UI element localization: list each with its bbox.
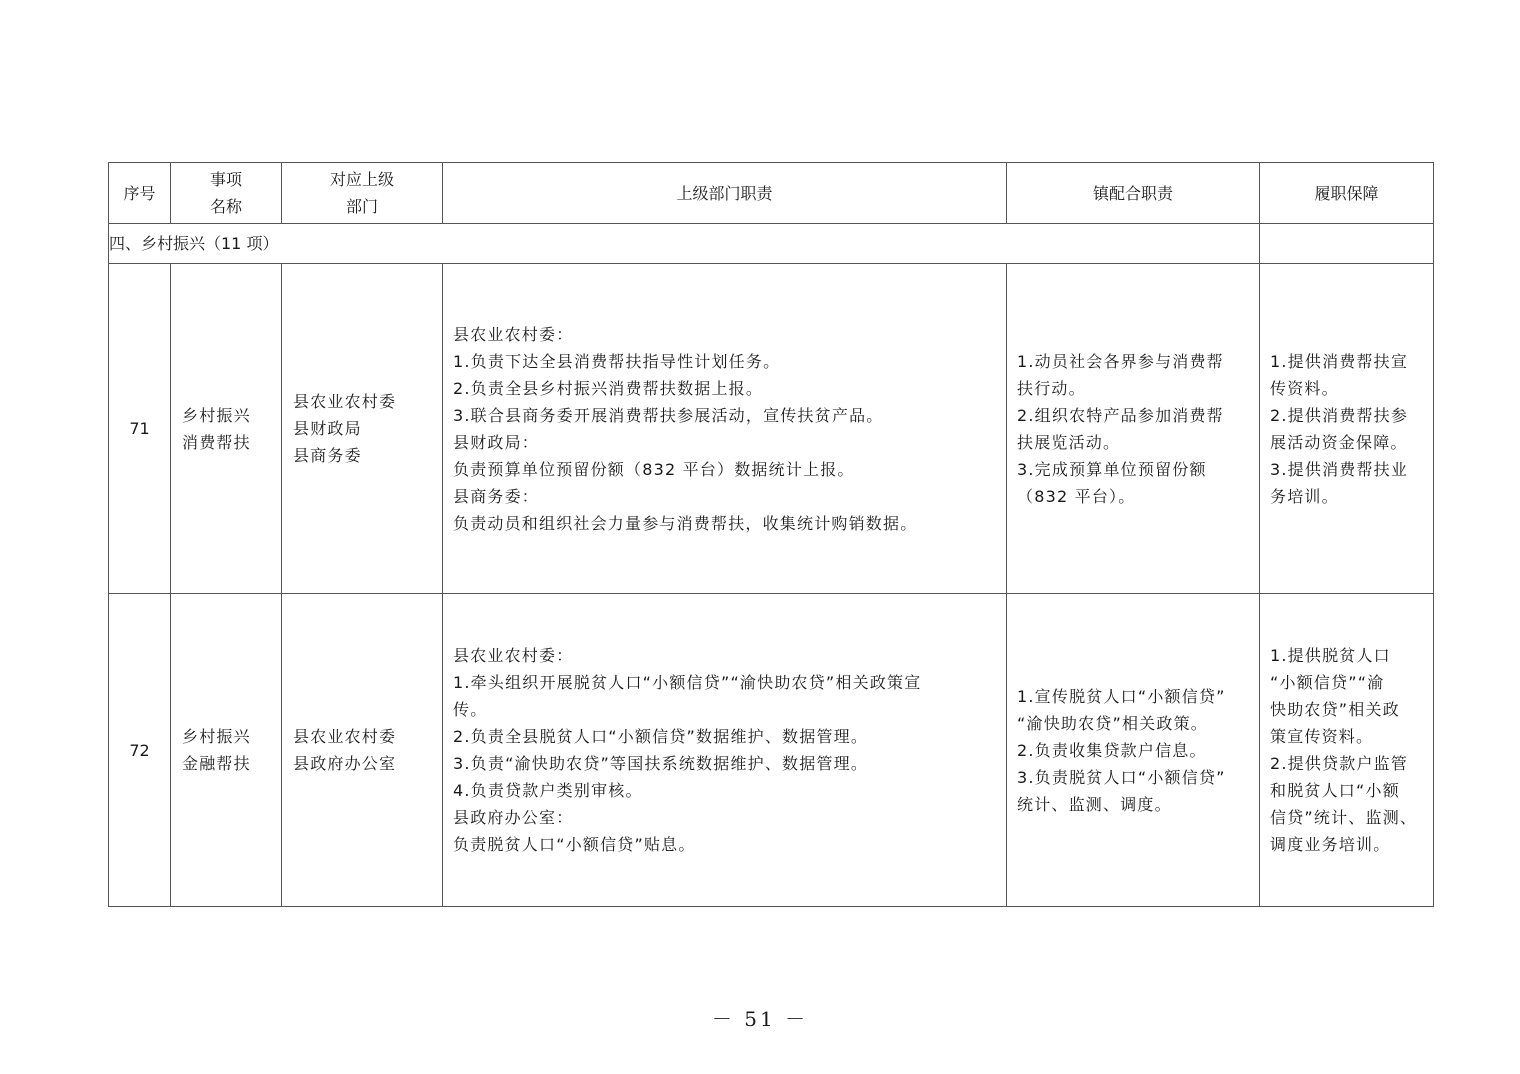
text-line: 传。 [453,700,488,719]
text-line: 1.动员社会各界参与消费帮 [1017,351,1224,371]
page-number: － 51 － [711,1007,809,1031]
text-line: 负责动员和组织社会力量参与消费帮扶，收集统计购销数据。 [453,513,918,533]
text-line: 消费帮扶 [182,432,251,452]
text-line: 乡村振兴 [182,727,251,746]
text-line: 务培训。 [1270,486,1339,506]
header-item-name: 事项 名称 [171,163,282,224]
text-line: 1.提供消费帮扶宣 [1270,351,1409,371]
header-upper-duty: 上级部门职责 [443,163,1007,224]
text-line: 2.负责全县乡村振兴消费帮扶数据上报。 [453,378,764,398]
text-line: 乡村振兴 [182,405,251,425]
text-line: 1.宣传脱贫人口“小额信贷” [1017,686,1226,706]
table-row [109,264,1434,594]
text-line: 3.完成预算单位预留份额 [1017,459,1207,479]
text-line: 县政府办公室 [293,754,397,773]
text-line: 负责预算单位预留份额（832 平台）数据统计上报。 [453,459,855,479]
text-line: 扶行动。 [1017,378,1086,398]
text-line: 策宣传资料。 [1270,727,1374,746]
row-seq: 71 [109,264,171,594]
header-upper-dept: 对应上级 部门 [282,163,443,224]
text-line: 3.提供消费帮扶业 [1270,459,1409,479]
text-line: 县农业农村委 [293,727,397,746]
table-row [109,594,1434,907]
text-line: 县商务委： [453,486,540,506]
header-seq: 序号 [109,163,171,224]
text-line: 4.负责贷款户类别审核。 [453,781,643,800]
row-upper-dept [282,594,443,907]
header-guarantee: 履职保障 [1260,163,1434,224]
row-seq: 72 [109,594,171,907]
text-line: 金融帮扶 [182,754,251,773]
text-line: 县农业农村委： [453,324,574,344]
text-line: 负责脱贫人口“小额信贷”贴息。 [453,835,696,854]
text-line: 3.负责“渝快助农贷”等国扶系统数据维护、数据管理。 [453,754,869,773]
text-line: 3.联合县商务委开展消费帮扶参展活动，宣传扶贫产品。 [453,405,884,425]
header-row [109,163,1434,224]
text-line: 县财政局 [293,419,362,438]
section-row [109,224,1434,264]
text-line: 扶展览活动。 [1017,432,1121,452]
text-line: 2.负责收集贷款户信息。 [1017,740,1207,760]
section-empty-cell [1260,224,1434,264]
duty-table [108,162,1434,907]
row-upper-duty [443,594,1007,907]
text-line: 1.提供脱贫人口 [1270,646,1391,665]
text-line: 县财政局： [453,432,540,452]
text-line: 和脱贫人口“小额 [1270,781,1400,800]
text-line: 统计、监测、调度。 [1017,794,1172,814]
section-title: 四、乡村振兴（11 项） [109,224,1260,264]
text-line: 1.负责下达全县消费帮扶指导性计划任务。 [453,351,781,371]
text-line: 3.负责脱贫人口“小额信贷” [1017,767,1226,787]
text-line: 展活动资金保障。 [1270,432,1408,452]
text-line: （832 平台）。 [1017,486,1136,506]
text-line: 传资料。 [1270,378,1339,398]
text-line: 信贷”统计、监测、 [1270,808,1418,827]
text-line: 2.提供消费帮扶参 [1270,405,1409,425]
text-line: 2.负责全县脱贫人口“小额信贷”数据维护、数据管理。 [453,727,869,746]
row-item-name [171,594,282,907]
header-town-duty: 镇配合职责 [1007,163,1260,224]
text-line: 县农业农村委： [453,646,574,665]
row-guarantee [1260,264,1434,594]
row-upper-duty [443,264,1007,594]
text-line: “小额信贷”“渝 [1270,673,1385,692]
row-town-duty [1007,264,1260,594]
row-town-duty [1007,594,1260,907]
row-guarantee [1260,594,1434,907]
text-line: 1.牵头组织开展脱贫人口“小额信贷”“渝快助农贷”相关政策宣 [453,673,922,692]
text-line: 县商务委 [293,446,362,465]
text-line: 快助农贷”相关政 [1270,700,1400,719]
row-upper-dept [282,264,443,594]
text-line: “渝快助农贷”相关政策。 [1017,713,1208,733]
row-item-name [171,264,282,594]
text-line: 县政府办公室： [453,808,574,827]
text-line: 调度业务培训。 [1270,835,1391,854]
text-line: 2.组织农特产品参加消费帮 [1017,405,1224,425]
text-line: 2.提供贷款户监管 [1270,754,1409,773]
text-line: 县农业农村委 [293,392,397,411]
